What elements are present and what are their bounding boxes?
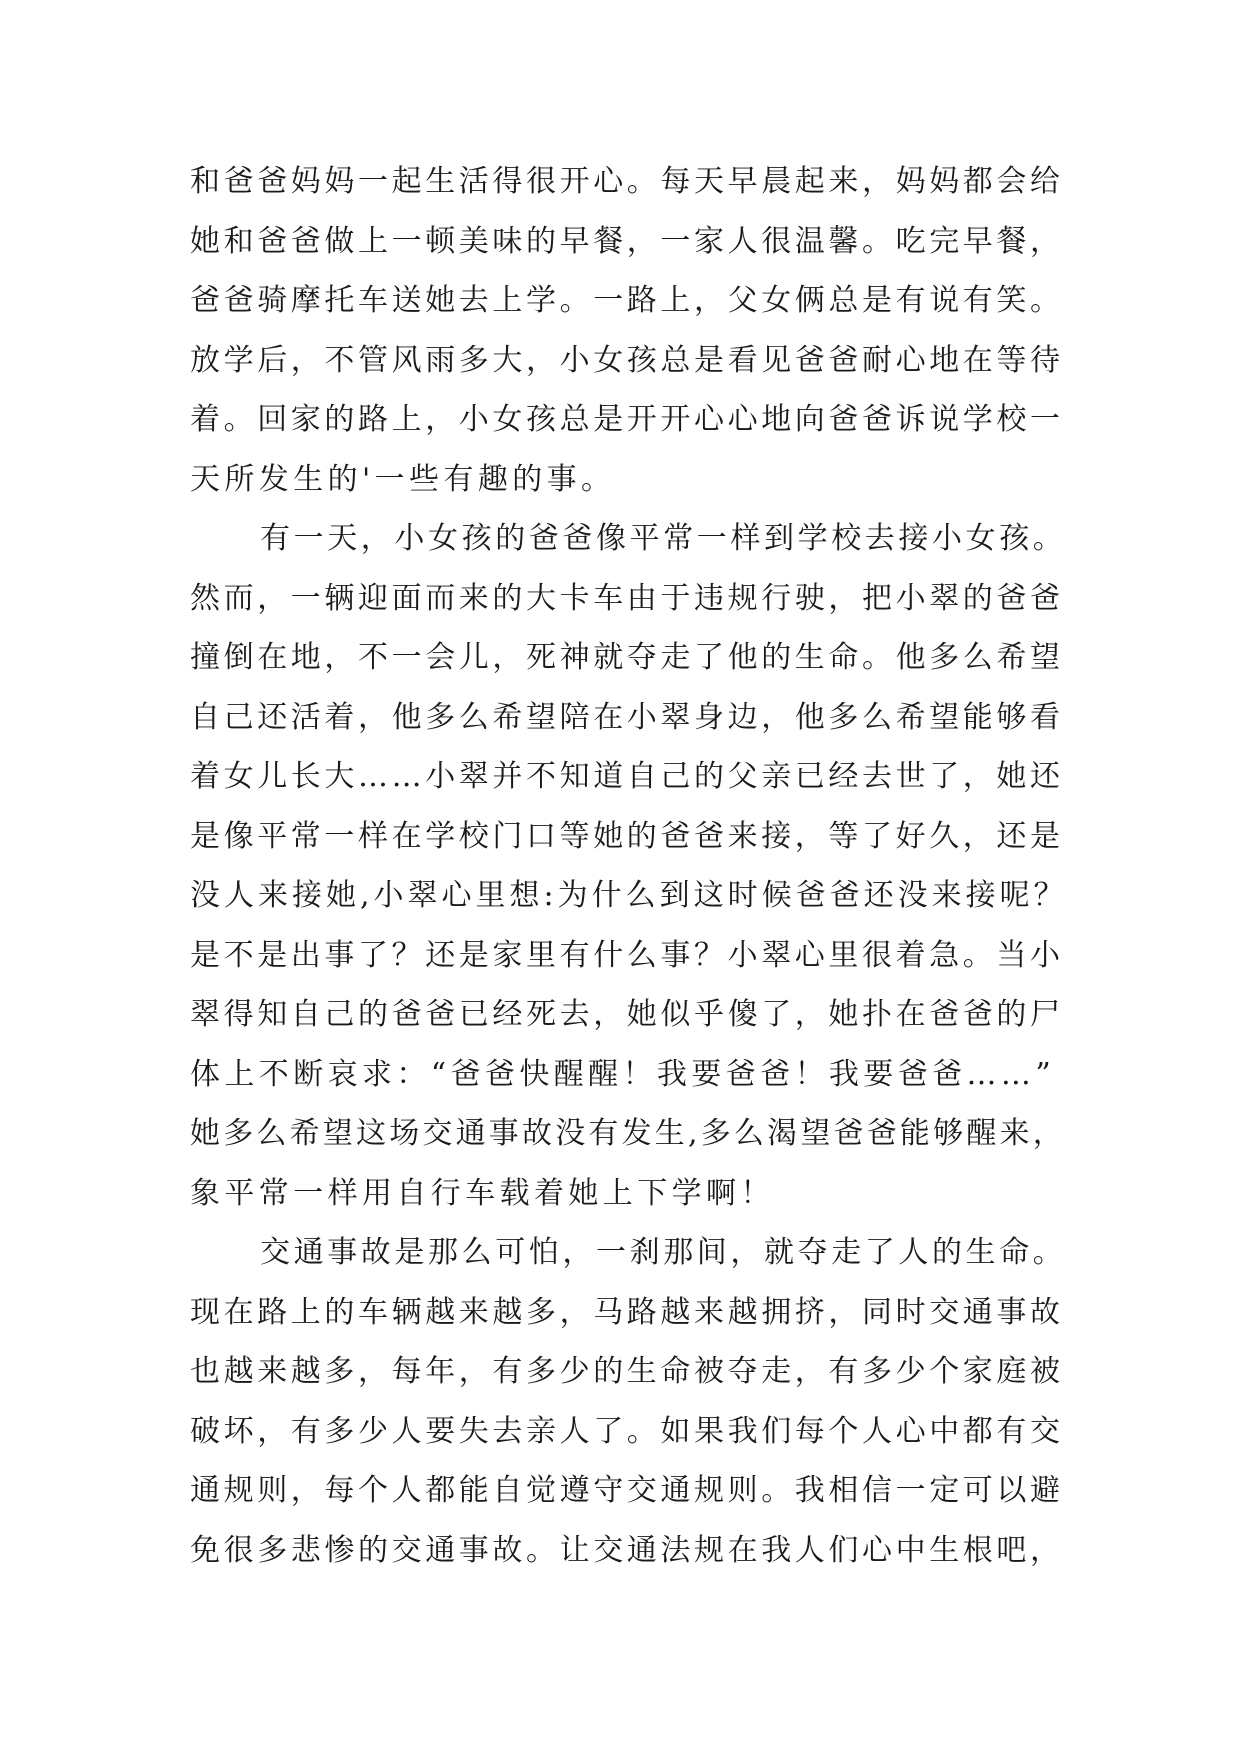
text-line: 免很多悲惨的交通事故。让交通法规在我人们心中生根吧， <box>190 1532 1064 1568</box>
text-line: 体上不断哀求：“爸爸快醒醒！我要爸爸！我要爸爸……” <box>190 1056 1056 1092</box>
text-line: 通规则，每个人都能自觉遵守交通规则。我相信一定可以避 <box>190 1473 1064 1508</box>
text-line: 翠得知自己的爸爸已经死去，她似乎傻了，她扑在爸爸的尸 <box>190 997 1064 1032</box>
text-line: 着。回家的路上，小女孩总是开开心心地向爸爸诉说学校一 <box>190 402 1064 437</box>
text-line: 是像平常一样在学校门口等她的爸爸来接，等了好久，还是 <box>190 818 1064 854</box>
paragraph-start-line: 有一天，小女孩的爸爸像平常一样到学校去接小女孩。 <box>260 521 1067 556</box>
text-line: 和爸爸妈妈一起生活得很开心。每天早晨起来，妈妈都会给 <box>190 164 1064 199</box>
text-line: 破坏，有多少人要失去亲人了。如果我们每个人心中都有交 <box>190 1413 1064 1449</box>
text-line: 放学后，不管风雨多大，小女孩总是看见爸爸耐心地在等待 <box>190 342 1064 378</box>
text-line: 象平常一样用自行车载着她上下学啊！ <box>190 1175 775 1211</box>
text-line: 然而，一辆迎面而来的大卡车由于违规行驶，把小翠的爸爸 <box>190 580 1064 616</box>
text-line: 着女儿长大……小翠并不知道自己的父亲已经去世了，她还 <box>190 759 1064 794</box>
body-text <box>190 152 1070 1580</box>
text-line: 她多么希望这场交通事故没有发生,多么渴望爸爸能够醒来， <box>190 1116 1066 1151</box>
paragraph-start-line: 交通事故是那么可怕，一刹那间，就夺走了人的生命。 <box>260 1235 1067 1270</box>
text-line: 现在路上的车辆越来越多，马路越来越拥挤，同时交通事故 <box>190 1294 1064 1330</box>
text-line: 也越来越多，每年，有多少的生命被夺走，有多少个家庭被 <box>190 1354 1064 1389</box>
text-line: 是不是出事了？还是家里有什么事？小翠心里很着急。当小 <box>190 937 1064 973</box>
text-line: 天所发生的'一些有趣的事。 <box>190 461 616 497</box>
text-line: 自己还活着，他多么希望陪在小翠身边，他多么希望能够看 <box>190 699 1064 735</box>
text-line: 爸爸骑摩托车送她去上学。一路上，父女俩总是有说有笑。 <box>190 283 1064 318</box>
text-line: 撞倒在地，不一会儿，死神就夺走了他的生命。他多么希望 <box>190 640 1064 675</box>
text-line: 没人来接她,小翠心里想:为什么到这时候爸爸还没来接呢？ <box>190 878 1068 913</box>
text-line: 她和爸爸做上一顿美味的早餐，一家人很温馨。吃完早餐， <box>190 223 1064 259</box>
